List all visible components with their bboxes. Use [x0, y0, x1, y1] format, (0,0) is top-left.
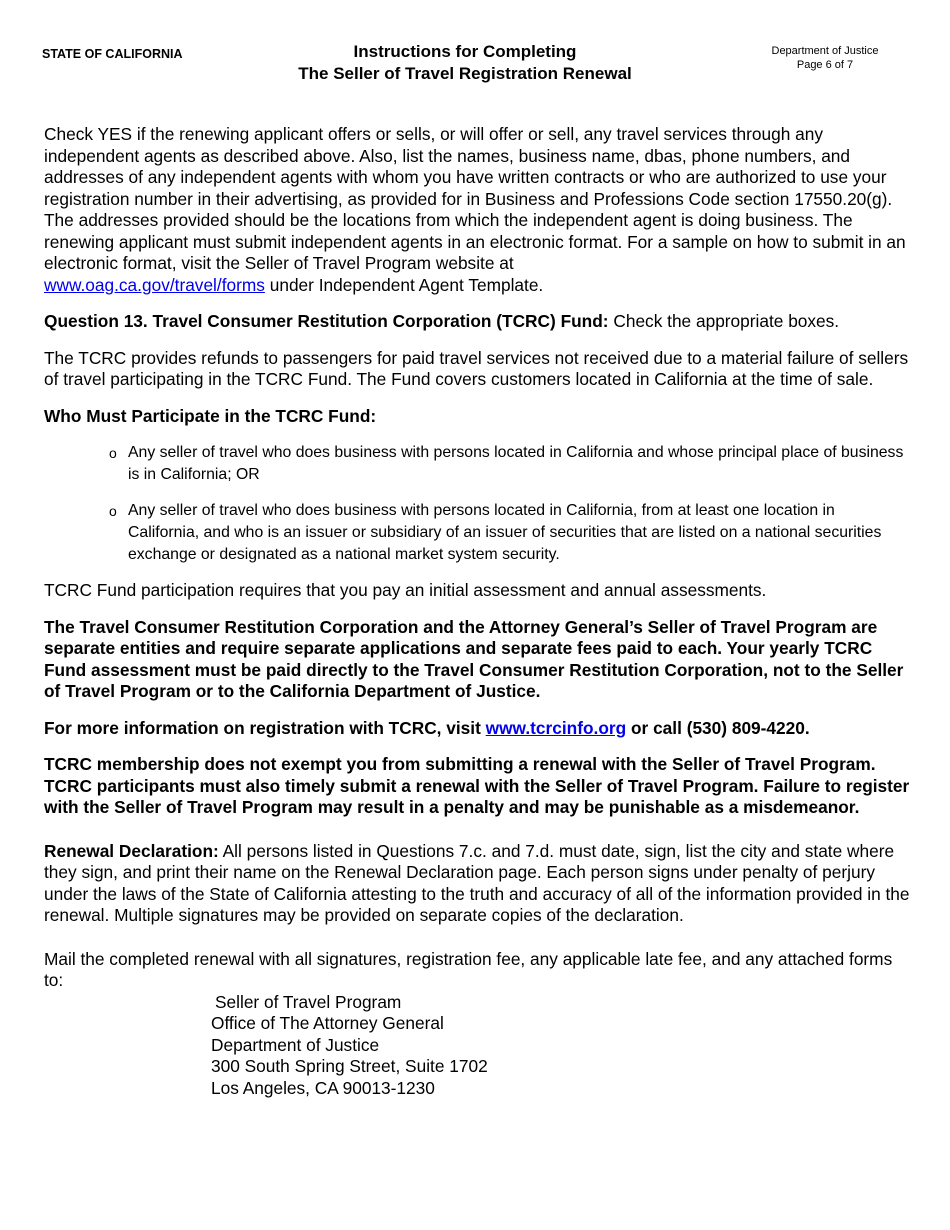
declaration-paragraph [44, 841, 910, 927]
address-line: Office of The Attorney General [211, 1013, 444, 1033]
participation-criteria-list [44, 442, 910, 566]
more-info-before: For more information on registration with TCRC, visit [44, 717, 481, 738]
mail-paragraph: Mail the completed renewal with all signatures, registration fee, any applicable late fee, and any attached forms to: [44, 948, 893, 990]
page-title [250, 41, 680, 85]
intro-paragraph [44, 124, 910, 296]
more-info-after: or call (530) 809-4220. [630, 717, 810, 738]
address-line: Seller of Travel Program [215, 991, 402, 1012]
mailing-address [44, 992, 910, 1100]
address-line: Department of Justice [211, 1034, 380, 1055]
bullet-icon: o [109, 503, 117, 519]
separate-entities-paragraph: The Travel Consumer Restitution Corporation and the Attorney General’s Seller of Travel Program are separate entities and require separate applications and separate fees paid to each. Your yearly TCRC Fund assessment must be paid directly to the Travel Consumer Restitution Corporation, not to the Seller of Travel Program or to the California Department of Justice. [44, 616, 904, 701]
page-number: Page 6 of 7 [796, 59, 854, 71]
membership-paragraph: TCRC membership does not exempt you from submitting a renewal with the Seller of Travel Program. TCRC participants must also timely submit a renewal with the Seller of Travel Program. Failure to register with the Seller of Travel Program may result in a penalty and may be punishable as a misdemeanor. [44, 754, 910, 817]
header-dept-page [755, 44, 895, 72]
more-info-paragraph [44, 718, 910, 740]
bullet-icon: o [109, 445, 117, 461]
q13-heading: Question 13. Travel Consumer Restitution Corporation (TCRC) Fund: [44, 311, 609, 331]
declaration-text: All persons listed in Questions 7.c. and 7.d. must date, sign, list the city and state where they sign, and print their name on the Renewal Declaration page. Each person signs under penalty of perjury under the laws of the State of California attesting to the truth and accuracy of all of the information provided in the renewal. Multiple signatures may be provided on separate copies of the declaration. [44, 840, 910, 925]
intro-text: Check YES if the renewing applicant offers or sells, or will offer or sell, any travel services through any independent agents as described above. Also, list the names, business name, dbas, phone numbers, and addresses of any independent agents with whom you have written contracts or who are authorized to use your registration number in their advertising, as provided for in Business and Professions Code section 17550.20(g). The addresses provided should be the locations from which the independent agent is doing business. The renewing applicant must submit independent agents in an electronic format. For a sample on how to submit in an electronic format, visit the Seller of Travel Program website at [44, 124, 906, 273]
intro-after-text: under Independent Agent Template. [269, 274, 544, 295]
declaration-heading: Renewal Declaration: [44, 840, 219, 861]
q13-paragraph [44, 311, 910, 333]
q13-text: Check the appropriate boxes. [613, 311, 840, 331]
tcrc-link[interactable]: www.tcrcinfo.org [485, 717, 627, 738]
header-state: STATE OF CALIFORNIA [42, 47, 183, 61]
bullet-text: Any seller of travel who does business with persons located in California, from at least one location in California, and who is an issuer or subsidiary of an issuer of securities that are listed on a national securities exchange or designated as a national market system security. [128, 502, 882, 563]
list-item [109, 500, 910, 566]
list-item [109, 442, 910, 486]
tcrc-description: The TCRC provides refunds to passengers for paid travel services not received due to a material failure of sellers of travel participating in the TCRC Fund. The Fund covers customers located in California at the time of sale. [44, 347, 909, 389]
title-line-2: The Seller of Travel Registration Renewal [298, 64, 632, 83]
address-line: 300 South Spring Street, Suite 1702 [211, 1056, 488, 1076]
forms-link[interactable]: www.oag.ca.gov/travel/forms [44, 274, 265, 295]
who-heading: Who Must Participate in the TCRC Fund: [44, 405, 377, 426]
header-dept: Department of Justice [771, 45, 879, 57]
document-body [44, 124, 910, 1099]
title-line-1: Instructions for Completing [353, 42, 577, 61]
bullet-text: Any seller of travel who does business with persons located in California and whose principal place of business is in California; OR [128, 444, 904, 483]
participation-paragraph: TCRC Fund participation requires that you pay an initial assessment and annual assessments. [44, 580, 767, 600]
address-line: Los Angeles, CA 90013-1230 [211, 1077, 435, 1098]
